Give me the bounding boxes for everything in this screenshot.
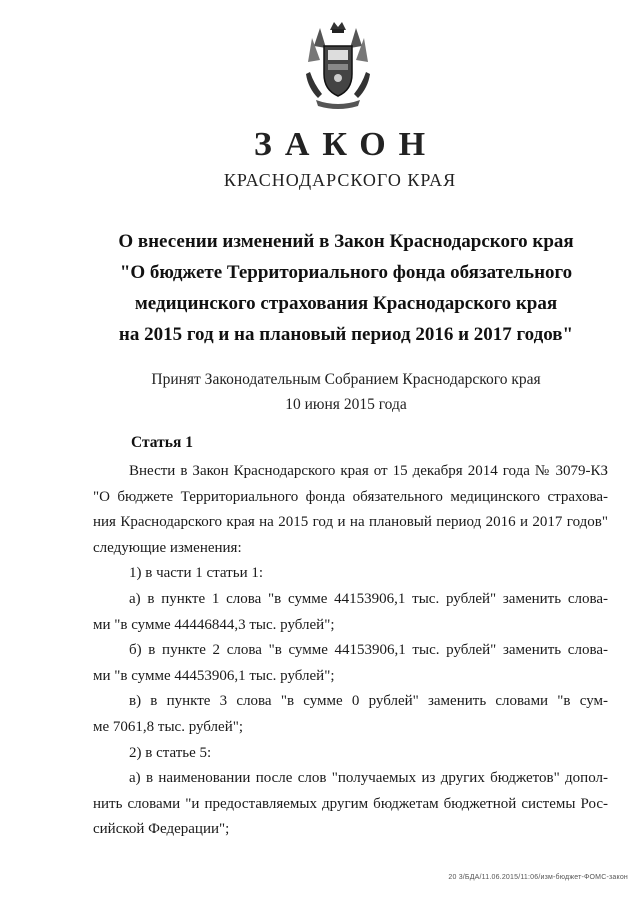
body-line: "О бюджете Территориального фонда обязательного медицинского страхова- (93, 488, 608, 505)
body-line: б) в пункте 2 слова "в сумме 44153906,1 тыс. рублей" заменить слова- (129, 642, 608, 659)
body-line: 2) в статье 5: (129, 744, 212, 761)
body-line: Внести в Закон Краснодарского края от 15 декабря 2014 года № 3079-КЗ (129, 463, 608, 479)
body-line: нить словами "и предоставляемых другим бюджетам бюджетной системы Рос- (93, 795, 608, 812)
heading-line: "О бюджете Территориального фонда обязательного (119, 262, 573, 283)
body-line: а) в пункте 1 слова "в сумме 44153906,1 тыс. рублей" заменить слова- (129, 590, 608, 607)
coat-of-arms-emblem (296, 16, 380, 112)
law-heading (0, 226, 640, 350)
footer-file-id: 20 3/БДА/11.06.2015/11:06/изм-бюджет-ФОМС-закон (448, 874, 628, 881)
adoption-line: Принят Законодательным Собранием Краснодарского края (151, 371, 541, 388)
region-subtitle: КРАСНОДАРСКОГО КРАЯ (223, 170, 457, 190)
article-body (93, 459, 608, 843)
heading-line: О внесении изменений в Закон Краснодарского края (118, 231, 574, 252)
coat-of-arms-icon (296, 16, 380, 112)
body-line: ми "в сумме 44446844,3 тыс. рублей"; (93, 616, 335, 633)
heading-line: на 2015 год и на плановый период 2016 и 2017 годов" (118, 324, 574, 345)
body-line: ния Краснодарского края на 2015 год и на плановый период 2016 и 2017 годов" (93, 514, 608, 531)
body-line: а) в наименовании после слов "получаемых из других бюджетов" допол- (129, 770, 608, 787)
adoption-date: 10 июня 2015 года (285, 396, 407, 413)
body-line: 1) в части 1 статьи 1: (129, 565, 264, 582)
body-line: следующие изменения: (93, 539, 242, 556)
body-line: ме 7061,8 тыс. рублей"; (93, 718, 244, 735)
body-line: в) в пункте 3 слова "в сумме 0 рублей" заменить словами "в сум- (129, 693, 608, 710)
law-title: ЗАКОН (253, 126, 439, 163)
heading-line: медицинского страхования Краснодарского края (134, 293, 558, 314)
body-line: сийской Федерации"; (93, 821, 230, 838)
adoption-note (0, 367, 640, 417)
body-line: ми "в сумме 44453906,1 тыс. рублей"; (93, 667, 335, 684)
article-title: Статья 1 (131, 434, 193, 451)
